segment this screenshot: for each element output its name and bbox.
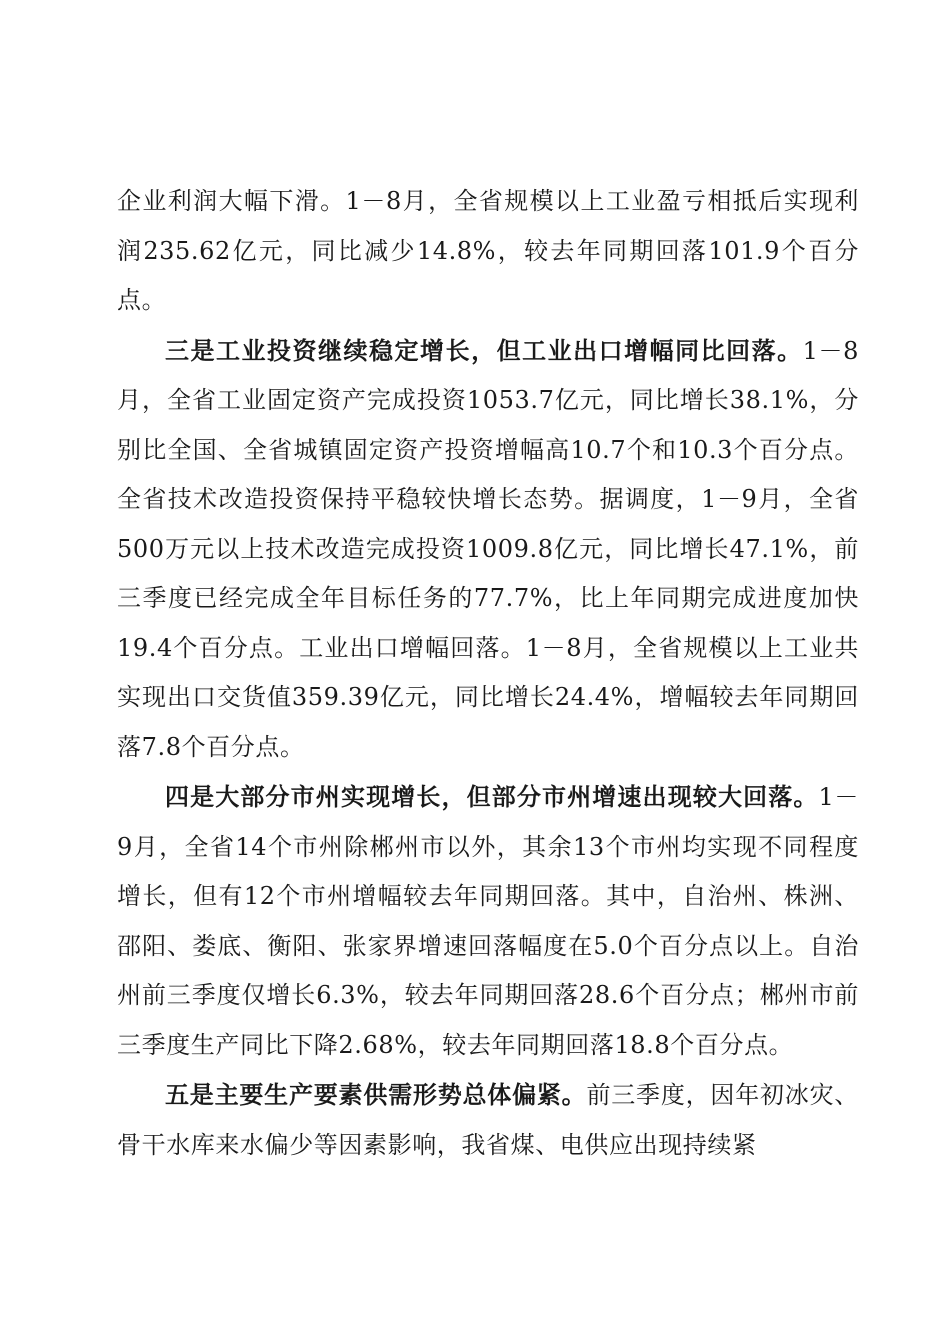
paragraph-4-lead: 五是主要生产要素供需形势总体偏紧。 — [165, 1080, 587, 1109]
paragraph-4-text: 前三季度，因年初冰灾、骨干水库来水偏少等因素影响，我省煤、电供应出现持续紧 — [117, 1081, 859, 1159]
paragraph-3 — [117, 772, 859, 1070]
paragraph-2 — [117, 326, 859, 773]
document-body — [117, 176, 859, 1170]
paragraph-4 — [117, 1070, 859, 1170]
paragraph-2-lead: 三是工业投资继续稳定增长，但工业出口增幅同比回落。 — [165, 335, 803, 365]
paragraph-3-lead: 四是大部分市州实现增长，但部分市州增速出现较大回落。 — [165, 782, 819, 811]
paragraph-3-text: 1－9月，全省14个市州除郴州市以外，其余13个市州均实现不同程度增长，但有12个市州增幅较去年同期回落。其中，自治州、株洲、邵阳、娄底、衡阳、张家界增速回落幅度在5.0个百分点以上。自治州前三季度仅增长6.3%，较去年同期回落28.6个百分点；郴州市前三季度生产同比下降2.68%，较去年同期回落18.8个百分点。 — [117, 783, 859, 1059]
paragraph-1-text: 企业利润大幅下滑。1－8月，全省规模以上工业盈亏相抵后实现利润235.62亿元，同比减少14.8%，较去年同期回落101.9个百分点。 — [117, 187, 859, 314]
paragraph-2-text: 1－8月，全省工业固定资产完成投资1053.7亿元，同比增长38.1%，分别比全国、全省城镇固定资产投资增幅高10.7个和10.3个百分点。全省技术改造投资保持平稳较快增长态势。据调度，1－9月，全省500万元以上技术改造完成投资1009.8亿元，同比增长47.1%，前三季度已经完成全年目标任务的77.7%，比上年同期完成进度加快19.4个百分点。工业出口增幅回落。1－8月，全省规模以上工业共实现出口交货值359.39亿元，同比增长24.4%，增幅较去年同期回落7.8个百分点。 — [117, 336, 859, 761]
paragraph-1 — [117, 176, 859, 326]
